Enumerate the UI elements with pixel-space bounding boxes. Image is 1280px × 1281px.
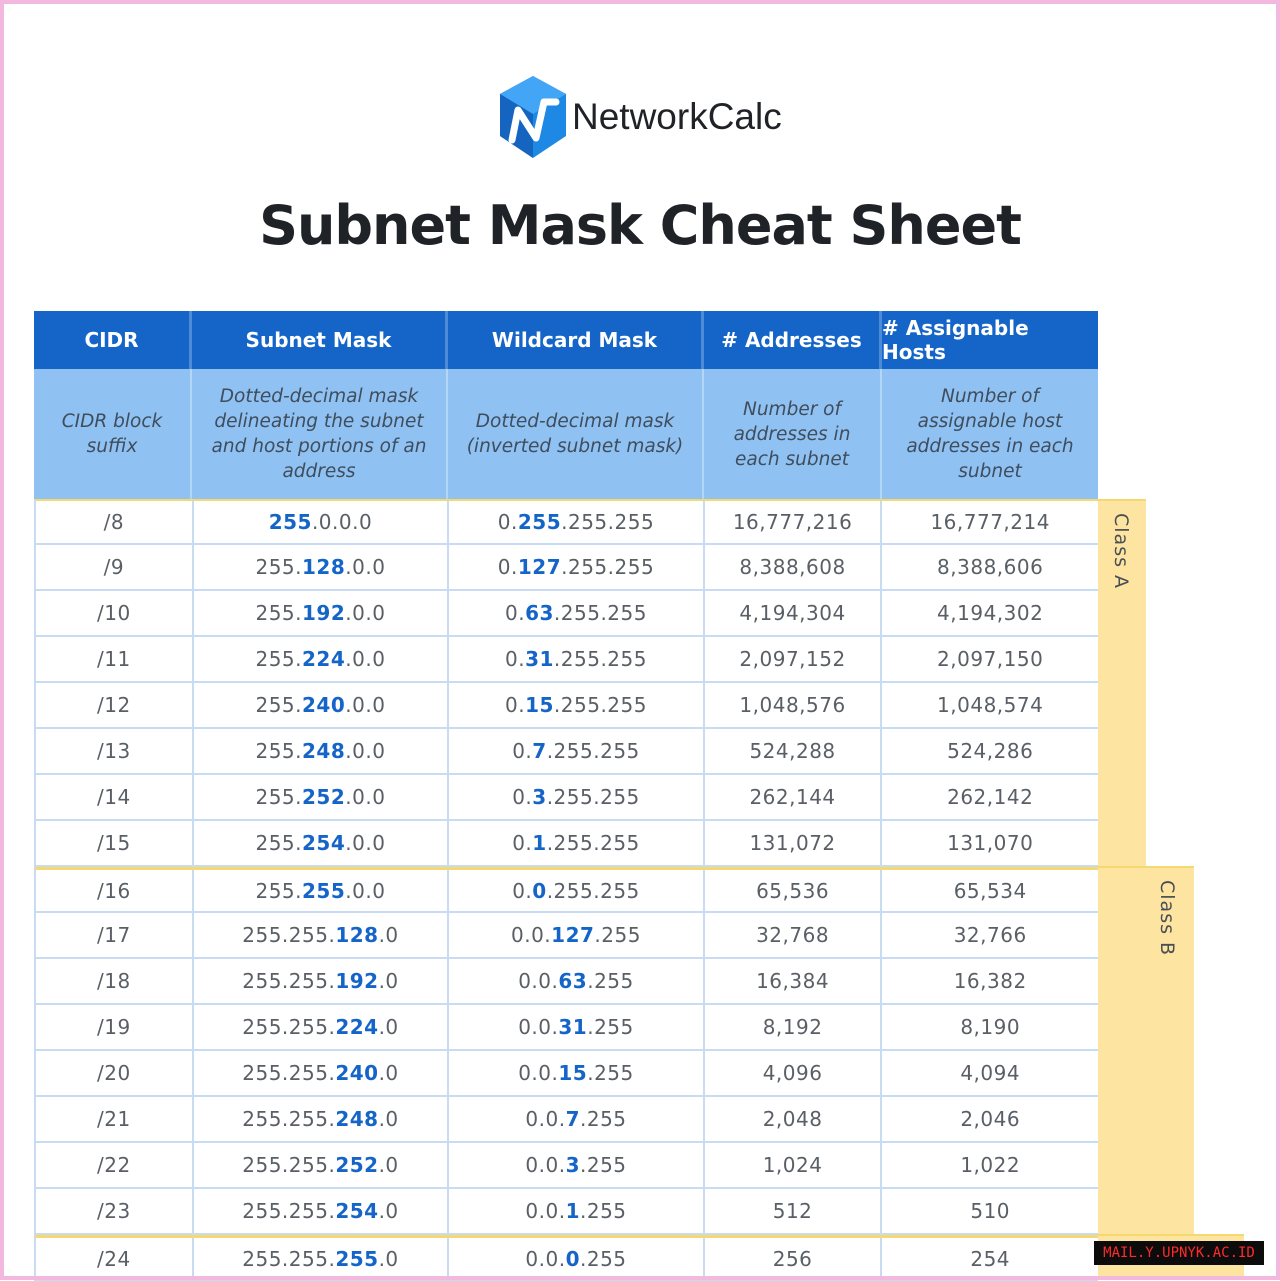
- subnet-table: [34, 311, 1098, 1281]
- subnet-mask-cell-hl: 192: [302, 601, 346, 625]
- cidr-cell: /18: [36, 959, 194, 1003]
- subnet-mask-cell-hl: 128: [335, 923, 379, 947]
- wildcard-mask-cell: [449, 637, 705, 681]
- column-header-addresses: # Addresses: [704, 311, 882, 369]
- subnet-mask-cell: [194, 1005, 450, 1049]
- subnet-mask-cell-pre: 255.: [255, 831, 303, 855]
- subnet-mask-cell-post: .0: [378, 969, 399, 993]
- cidr-cell: /14: [36, 775, 194, 819]
- subnet-mask-cell: [194, 775, 450, 819]
- wildcard-mask-cell-post: .255.255: [553, 693, 647, 717]
- subnet-mask-cell-pre: 255.: [255, 601, 303, 625]
- subnet-mask-cell-pre: 255.255.: [242, 923, 336, 947]
- addresses-cell: 524,288: [705, 729, 883, 773]
- table-row: [34, 545, 1098, 591]
- subnet-mask-cell-post: .0: [378, 1246, 399, 1271]
- subnet-mask-cell-post: .0.0.0: [311, 510, 373, 534]
- subnet-mask-cell-pre: 255.255.: [242, 1107, 336, 1131]
- table-row: [34, 591, 1098, 637]
- watermark: MAIL.Y.UPNYK.AC.ID: [1094, 1241, 1264, 1265]
- wildcard-mask-cell: [449, 729, 705, 773]
- wildcard-mask-cell-post: .255.255: [553, 647, 647, 671]
- cidr-cell: /16: [36, 870, 194, 911]
- subnet-mask-cell: [194, 591, 450, 635]
- column-desc-wildcard-mask: Dotted-decimal mask (inverted subnet mask): [448, 369, 704, 499]
- wildcard-mask-cell: [449, 870, 705, 911]
- subnet-mask-cell-hl: 192: [335, 969, 379, 993]
- table-row: [34, 867, 1098, 913]
- wildcard-mask-cell-hl: 0: [565, 1246, 580, 1271]
- column-desc-subnet-mask: Dotted-decimal mask delineating the subnet and host portions of an address: [192, 369, 448, 499]
- wildcard-mask-cell-hl: 3: [565, 1153, 580, 1177]
- wildcard-mask-cell-pre: 0.0.: [525, 1153, 566, 1177]
- wildcard-mask-cell-hl: 7: [532, 739, 547, 763]
- cidr-cell: /23: [36, 1189, 194, 1233]
- subnet-mask-cell: [194, 959, 450, 1003]
- cidr-cell: /12: [36, 683, 194, 727]
- subnet-mask-cell-pre: 255.255.: [242, 1015, 336, 1039]
- hosts-cell: 16,777,214: [930, 510, 1050, 534]
- table-body: [34, 499, 1098, 1281]
- hosts-cell: 8,190: [960, 1015, 1021, 1039]
- subnet-mask-cell: [194, 870, 450, 911]
- hosts-cell: 1,048,574: [937, 693, 1044, 717]
- cidr-cell: /8: [36, 501, 194, 543]
- column-header-assignable-hosts: # Assignable Hosts: [882, 316, 1029, 364]
- subnet-mask-cell-post: .0: [378, 1153, 399, 1177]
- subnet-mask-cell: [194, 1143, 450, 1187]
- wildcard-mask-cell-hl: 31: [525, 647, 554, 671]
- class-a-band: [1098, 499, 1146, 870]
- hosts-cell: 1,022: [960, 1153, 1021, 1177]
- subnet-mask-cell-hl: 224: [335, 1015, 379, 1039]
- wildcard-mask-cell-post: .255.255: [546, 739, 640, 763]
- wildcard-mask-cell-hl: 1: [565, 1199, 580, 1223]
- cidr-cell: /24: [36, 1238, 194, 1279]
- hosts-cell: 4,194,302: [937, 601, 1044, 625]
- subnet-mask-cell-post: .0.0: [345, 831, 386, 855]
- wildcard-mask-cell-pre: 0.: [497, 555, 518, 579]
- subnet-mask-cell: [194, 729, 450, 773]
- subnet-mask-cell-post: .0: [378, 1107, 399, 1131]
- cidr-cell: /19: [36, 1005, 194, 1049]
- wildcard-mask-cell-post: .255.255: [546, 878, 640, 903]
- subnet-mask-cell-post: .0.0: [345, 555, 386, 579]
- table-row: [34, 1189, 1098, 1235]
- wildcard-mask-cell-post: .255.255: [561, 510, 655, 534]
- column-desc-cidr: CIDR block suffix: [34, 369, 192, 499]
- wildcard-mask-cell-pre: 0.: [512, 739, 533, 763]
- wildcard-mask-cell: [449, 683, 705, 727]
- addresses-cell: 256: [705, 1238, 883, 1279]
- subnet-mask-cell: [194, 683, 450, 727]
- addresses-cell: 32,768: [705, 913, 883, 957]
- column-header-cidr: CIDR: [34, 311, 192, 369]
- wildcard-mask-cell-pre: 0.0.: [511, 923, 552, 947]
- subnet-mask-cell: [194, 637, 450, 681]
- subnet-mask-cell-post: .0: [378, 1061, 399, 1085]
- wildcard-mask-cell-pre: 0.0.: [525, 1246, 566, 1271]
- addresses-cell: 512: [705, 1189, 883, 1233]
- wildcard-mask-cell-pre: 0.0.: [525, 1107, 566, 1131]
- wildcard-mask-cell: [449, 1189, 705, 1233]
- table-row: [34, 1005, 1098, 1051]
- subnet-mask-cell-hl: 240: [302, 693, 346, 717]
- table-row: [34, 959, 1098, 1005]
- subnet-mask-cell-post: .0: [378, 923, 399, 947]
- subnet-mask-cell-pre: 255.: [255, 647, 303, 671]
- hosts-cell: 4,094: [960, 1061, 1021, 1085]
- hosts-cell: 254: [970, 1246, 1011, 1271]
- wildcard-mask-cell-pre: 0.0.: [518, 1061, 559, 1085]
- subnet-mask-cell: [194, 1189, 450, 1233]
- wildcard-mask-cell: [449, 1238, 705, 1279]
- wildcard-mask-cell-post: .255: [580, 1153, 627, 1177]
- wildcard-mask-cell-pre: 0.: [512, 831, 533, 855]
- hosts-cell: 2,046: [960, 1107, 1021, 1131]
- subnet-mask-cell-hl: 248: [335, 1107, 379, 1131]
- subnet-mask-cell-pre: 255.255.: [242, 969, 336, 993]
- hosts-cell: 131,070: [947, 831, 1034, 855]
- subnet-mask-cell: [194, 1238, 450, 1279]
- addresses-cell: 4,096: [705, 1051, 883, 1095]
- wildcard-mask-cell-pre: 0.: [504, 693, 526, 717]
- addresses-cell: 262,144: [705, 775, 883, 819]
- subnet-mask-cell-hl: 248: [302, 739, 346, 763]
- addresses-cell: 8,388,608: [705, 545, 883, 589]
- table-row: [34, 821, 1098, 867]
- wildcard-mask-cell-hl: 127: [551, 923, 595, 947]
- wildcard-mask-cell-pre: 0.0.: [518, 1015, 559, 1039]
- wildcard-mask-cell-post: .255.255: [546, 831, 640, 855]
- addresses-cell: 65,536: [705, 870, 883, 911]
- wildcard-mask-cell-hl: 255: [517, 510, 562, 534]
- table-row: [34, 775, 1098, 821]
- cidr-cell: /17: [36, 913, 194, 957]
- hosts-cell: 262,142: [947, 785, 1034, 809]
- networkcalc-logo-icon: [496, 74, 570, 160]
- subnet-mask-cell-hl: 254: [335, 1199, 379, 1223]
- class-a-label: Class A: [1110, 513, 1132, 590]
- wildcard-mask-cell-post: .255: [587, 969, 634, 993]
- subnet-mask-cell-hl: 240: [335, 1061, 379, 1085]
- table-row: [34, 1235, 1098, 1281]
- wildcard-mask-cell-pre: 0.0.: [518, 969, 559, 993]
- hosts-cell: 32,766: [953, 923, 1027, 947]
- wildcard-mask-cell-hl: 15: [558, 1061, 588, 1085]
- wildcard-mask-cell-hl: 127: [517, 555, 562, 579]
- wildcard-mask-cell: [449, 545, 705, 589]
- wildcard-mask-cell-hl: 63: [525, 601, 554, 625]
- table-header-row: [34, 311, 1098, 369]
- cidr-cell: /13: [36, 729, 194, 773]
- cidr-cell: /22: [36, 1143, 194, 1187]
- wildcard-mask-cell-hl: 15: [525, 693, 554, 717]
- wildcard-mask-cell-post: .255.255: [553, 601, 647, 625]
- table-row: [34, 499, 1098, 545]
- cidr-cell: /10: [36, 591, 194, 635]
- cidr-cell: /15: [36, 821, 194, 865]
- subnet-mask-cell: [194, 545, 450, 589]
- subnet-mask-cell-hl: 255: [268, 510, 312, 534]
- subnet-mask-cell-hl: 224: [302, 647, 346, 671]
- subnet-mask-cell-hl: 252: [302, 785, 346, 809]
- subnet-mask-cell-post: .0: [378, 1015, 399, 1039]
- subnet-mask-cell-post: .0.0: [345, 647, 386, 671]
- subnet-mask-cell: [194, 821, 450, 865]
- subnet-mask-cell: [194, 501, 450, 543]
- subnet-mask-cell-hl: 128: [302, 555, 346, 579]
- subnet-mask-cell-pre: 255.255.: [242, 1199, 336, 1223]
- wildcard-mask-cell: [449, 591, 705, 635]
- wildcard-mask-cell: [449, 1005, 705, 1049]
- subnet-mask-cell-post: .0.0: [345, 693, 386, 717]
- table-row: [34, 1097, 1098, 1143]
- wildcard-mask-cell-post: .255: [587, 1061, 634, 1085]
- table-row: [34, 729, 1098, 775]
- cidr-cell: /9: [36, 545, 194, 589]
- subnet-mask-cell: [194, 1051, 450, 1095]
- column-header-wildcard-mask: Wildcard Mask: [448, 311, 704, 369]
- subnet-mask-cell: [194, 913, 450, 957]
- subnet-mask-cell-post: .0.0: [345, 785, 386, 809]
- brand-name: NetworkCalc: [572, 96, 782, 137]
- wildcard-mask-cell-post: .255.255: [561, 555, 655, 579]
- wildcard-mask-cell: [449, 821, 705, 865]
- wildcard-mask-cell-pre: 0.: [512, 785, 533, 809]
- table-row: [34, 913, 1098, 959]
- class-b-band: [1098, 866, 1194, 1238]
- table-row: [34, 683, 1098, 729]
- wildcard-mask-cell-pre: 0.: [512, 878, 533, 903]
- page-title: Subnet Mask Cheat Sheet: [259, 194, 1021, 257]
- addresses-cell: 16,384: [705, 959, 883, 1003]
- subnet-mask-cell-pre: 255.: [255, 555, 303, 579]
- wildcard-mask-cell-post: .255: [594, 923, 641, 947]
- wildcard-mask-cell-pre: 0.0.: [525, 1199, 566, 1223]
- subnet-mask-cell-pre: 255.: [255, 739, 303, 763]
- wildcard-mask-cell-hl: 7: [565, 1107, 580, 1131]
- subnet-mask-cell-pre: 255.255.: [242, 1153, 336, 1177]
- subnet-mask-cell: [194, 1097, 450, 1141]
- table-row: [34, 1051, 1098, 1097]
- hosts-cell: 510: [970, 1199, 1011, 1223]
- table-row: [34, 1143, 1098, 1189]
- subnet-mask-cell-pre: 255.255.: [242, 1061, 336, 1085]
- hosts-cell: 2,097,150: [937, 647, 1044, 671]
- subnet-mask-cell-post: .0.0: [345, 739, 386, 763]
- wildcard-mask-cell: [449, 913, 705, 957]
- hosts-cell: 65,534: [953, 878, 1027, 903]
- wildcard-mask-cell-hl: 0: [532, 878, 547, 903]
- subnet-mask-cell-post: .0.0: [345, 878, 386, 903]
- cidr-cell: /20: [36, 1051, 194, 1095]
- wildcard-mask-cell-post: .255: [587, 1015, 634, 1039]
- addresses-cell: 8,192: [705, 1005, 883, 1049]
- wildcard-mask-cell-hl: 3: [532, 785, 547, 809]
- wildcard-mask-cell-hl: 31: [558, 1015, 588, 1039]
- addresses-cell: 2,048: [705, 1097, 883, 1141]
- wildcard-mask-cell-pre: 0.: [497, 510, 518, 534]
- wildcard-mask-cell: [449, 1143, 705, 1187]
- subnet-mask-cell-pre: 255.: [255, 693, 303, 717]
- subnet-mask-cell-pre: 255.255.: [242, 1246, 336, 1271]
- brand-logo: [496, 74, 782, 160]
- cidr-cell: /21: [36, 1097, 194, 1141]
- wildcard-mask-cell-hl: 1: [532, 831, 547, 855]
- addresses-cell: 1,024: [705, 1143, 883, 1187]
- hosts-cell: 524,286: [947, 739, 1034, 763]
- wildcard-mask-cell: [449, 1051, 705, 1095]
- subnet-mask-cell-post: .0.0: [345, 601, 386, 625]
- hosts-cell: 8,388,606: [937, 555, 1044, 579]
- addresses-cell: 131,072: [705, 821, 883, 865]
- addresses-cell: 16,777,216: [705, 501, 883, 543]
- wildcard-mask-cell: [449, 1097, 705, 1141]
- wildcard-mask-cell-post: .255: [580, 1246, 627, 1271]
- column-desc-addresses: Number of addresses in each subnet: [704, 369, 882, 499]
- class-b-label: Class B: [1156, 880, 1178, 957]
- subnet-mask-cell-hl: 255: [302, 878, 346, 903]
- wildcard-mask-cell-post: .255.255: [546, 785, 640, 809]
- cidr-cell: /11: [36, 637, 194, 681]
- wildcard-mask-cell-hl: 63: [558, 969, 588, 993]
- subnet-mask-cell-pre: 255.: [255, 878, 303, 903]
- addresses-cell: 1,048,576: [705, 683, 883, 727]
- addresses-cell: 4,194,304: [705, 591, 883, 635]
- wildcard-mask-cell-post: .255: [580, 1107, 627, 1131]
- wildcard-mask-cell: [449, 501, 705, 543]
- subnet-mask-cell-pre: 255.: [255, 785, 303, 809]
- wildcard-mask-cell-pre: 0.: [504, 601, 526, 625]
- subnet-mask-cell-hl: 254: [302, 831, 346, 855]
- table-row: [34, 637, 1098, 683]
- hosts-cell: 16,382: [953, 969, 1027, 993]
- column-desc-assignable-hosts: Number of assignable host addresses in each subnet: [906, 386, 1074, 482]
- subnet-mask-cell-hl: 255: [335, 1246, 379, 1271]
- addresses-cell: 2,097,152: [705, 637, 883, 681]
- subnet-mask-cell-hl: 252: [335, 1153, 379, 1177]
- wildcard-mask-cell: [449, 775, 705, 819]
- wildcard-mask-cell-pre: 0.: [504, 647, 526, 671]
- wildcard-mask-cell: [449, 959, 705, 1003]
- wildcard-mask-cell-post: .255: [580, 1199, 627, 1223]
- table-description-row: [34, 369, 1098, 499]
- column-header-subnet-mask: Subnet Mask: [192, 311, 448, 369]
- subnet-mask-cell-post: .0: [378, 1199, 399, 1223]
